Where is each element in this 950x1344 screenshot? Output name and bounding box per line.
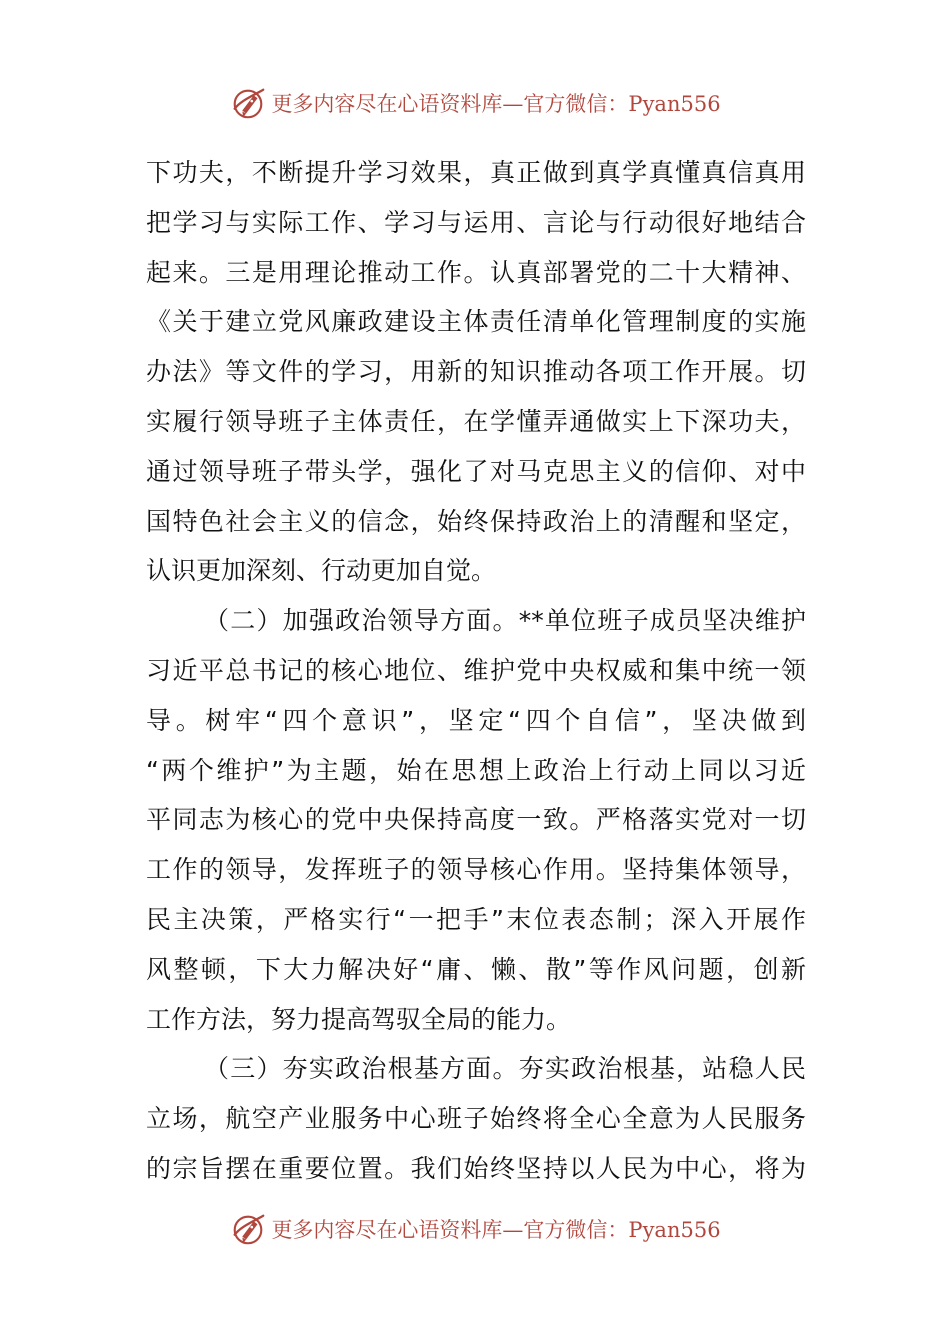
text-line: 工作方法，努力提高驾驭全局的能力。 [146,1004,572,1034]
footer-watermark-banner [0,1209,950,1249]
text-line: 国特色社会主义的信念，始终保持政治上的清醒和坚定， [146,506,806,536]
text-line: 办法》等文件的学习，用新的知识推动各项工作开展。切 [146,357,806,387]
section-heading-line: （三）夯实政治根基方面。夯实政治根基，站稳人民 [204,1054,806,1084]
footer-watermark-text: 更多内容尽在心语资料库—官方微信：Pyan556 [271,1218,721,1242]
text-line: 风整顿，下大力解决好“庸、懒、散”等作风问题，创新 [146,954,806,984]
text-line: 实履行领导班子主体责任，在学懂弄通做实上下深功夫， [146,406,806,436]
text-line: 下功夫，不断提升学习效果，真正做到真学真懂真信真用 [146,158,806,187]
section-heading-line: （二）加强政治领导方面。**单位班子成员坚决维护 [204,606,806,636]
text-line: 民主决策，严格实行“一把手”末位表态制；深入开展作 [146,904,806,934]
text-line: 《关于建立党风廉政建设主体责任清单化管理制度的实施 [146,307,806,337]
text-line: 认识更加深刻、行动更加自觉。 [146,556,497,586]
text-line: 立场，航空产业服务中心班子始终将全心全意为人民服务 [146,1104,806,1134]
text-line: 平同志为核心的党中央保持高度一致。严格落实党对一切 [146,805,806,835]
text-line: “两个维护”为主题，始在思想上政治上行动上同以习近 [146,755,806,785]
text-line: 起来。三是用理论推动工作。认真部署党的二十大精神、 [146,257,806,287]
text-line: 导。树牢“四个意识”，坚定“四个自信”，坚决做到 [146,705,806,735]
header-watermark-text: 更多内容尽在心语资料库—官方微信：Pyan556 [271,92,721,116]
fountain-pen-logo-icon [229,84,267,122]
document-body [146,148,806,1194]
text-line: 通过领导班子带头学，强化了对马克思主义的信仰、对中 [146,456,806,486]
text-line: 习近平总书记的核心地位、维护党中央权威和集中统一领 [146,655,806,685]
text-line: 的宗旨摆在重要位置。我们始终坚持以人民为中心，将为 [146,1153,806,1183]
fountain-pen-logo-icon [229,1210,267,1248]
text-line: 把学习与实际工作、学习与运用、言论与行动很好地结合 [146,207,806,237]
text-line: 工作的领导，发挥班子的领导核心作用。坚持集体领导， [146,855,806,885]
header-watermark-banner [0,83,950,123]
